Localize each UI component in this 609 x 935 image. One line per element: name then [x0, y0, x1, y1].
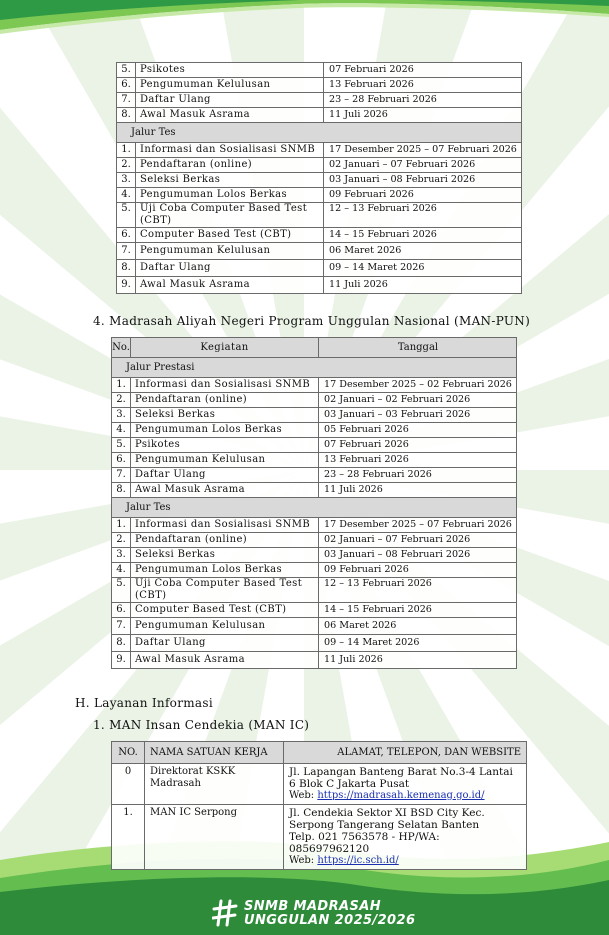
row-no: 5.: [117, 203, 136, 228]
table-row: [112, 563, 517, 578]
row-alamat: [284, 764, 527, 805]
table-row: [112, 635, 517, 652]
row-no: 3.: [112, 408, 131, 423]
row-no: 5.: [112, 438, 131, 453]
row-tanggal: 23 – 28 Februari 2026: [319, 468, 517, 483]
snmb-logo-icon: [212, 899, 238, 927]
table-row: [112, 578, 517, 603]
website-line: [289, 790, 521, 802]
row-kegiatan: Seleksi Berkas: [131, 548, 319, 563]
row-tanggal: 17 Desember 2025 – 07 Februari 2026: [324, 143, 522, 158]
row-no: 7.: [112, 468, 131, 483]
table-row: [112, 652, 517, 669]
phone-text: Telp. 021 7563578 - HP/WA: 085697962120: [289, 831, 440, 855]
row-kegiatan: Awal Masuk Asrama: [136, 277, 324, 294]
row-tanggal: 12 – 13 Februari 2026: [324, 203, 522, 228]
row-kegiatan: Pengumuman Kelulusan: [136, 243, 324, 260]
table-row: [117, 173, 522, 188]
row-no: 6.: [117, 78, 136, 93]
row-tanggal: 23 – 28 Februari 2026: [324, 93, 522, 108]
row-no: 6.: [117, 228, 136, 243]
schedule-table-man-pun: [111, 337, 517, 669]
table-row: [112, 453, 517, 468]
row-tanggal: 09 – 14 Maret 2026: [319, 635, 517, 652]
service-info-table: [111, 741, 527, 870]
table-row: [112, 378, 517, 393]
row-kegiatan: Daftar Ulang: [136, 93, 324, 108]
row-tanggal: 11 Juli 2026: [319, 483, 517, 498]
group-label: Jalur Tes: [117, 123, 522, 143]
footer-title-line2: UNGGULAN 2025/2026: [244, 913, 416, 928]
row-no: 2.: [112, 393, 131, 408]
row-kegiatan: Pengumuman Lolos Berkas: [131, 563, 319, 578]
group-label: Jalur Prestasi: [112, 358, 517, 378]
row-kegiatan: Daftar Ulang: [131, 635, 319, 652]
table-row: [117, 108, 522, 123]
row-no: 1.: [117, 143, 136, 158]
row-no: 1.: [112, 378, 131, 393]
row-tanggal: 11 Juli 2026: [324, 108, 522, 123]
footer-logo: [212, 896, 416, 932]
table-row: [112, 618, 517, 635]
address-text: Jl. Cendekia Sektor XI BSD City Kec. Serpong Tangerang Selatan Banten: [289, 807, 485, 831]
row-no: 7.: [112, 618, 131, 635]
table-row: [117, 93, 522, 108]
section-h-heading: H. Layanan Informasi: [75, 696, 213, 710]
row-tanggal: 02 Januari – 07 Februari 2026: [324, 158, 522, 173]
web-label: Web:: [289, 790, 315, 801]
table-row: [117, 277, 522, 294]
row-no: 9.: [112, 652, 131, 669]
table-row: [112, 805, 527, 870]
website-line: [289, 855, 521, 867]
row-kegiatan: Pendaftaran (online): [131, 393, 319, 408]
row-kegiatan: Daftar Ulang: [131, 468, 319, 483]
row-kegiatan: Awal Masuk Asrama: [131, 483, 319, 498]
col-kegiatan-header: Kegiatan: [131, 338, 319, 358]
row-kegiatan: Daftar Ulang: [136, 260, 324, 277]
row-kegiatan: Uji Coba Computer Based Test (CBT): [136, 203, 324, 228]
table-row: [112, 518, 517, 533]
footer-title-line1: SNMB MADRASAH: [244, 899, 381, 914]
row-tanggal: 03 Januari – 08 Februari 2026: [319, 548, 517, 563]
row-tanggal: 03 Januari – 08 Februari 2026: [324, 173, 522, 188]
row-tanggal: 07 Februari 2026: [324, 63, 522, 78]
row-tanggal: 05 Februari 2026: [319, 423, 517, 438]
table-row: [112, 423, 517, 438]
row-no: 5.: [112, 578, 131, 603]
row-kegiatan: Pengumuman Kelulusan: [131, 618, 319, 635]
row-no: 8.: [112, 483, 131, 498]
col-no-header: No.: [112, 338, 131, 358]
group-jalur-tes: [112, 498, 517, 518]
row-no: 1.: [112, 805, 145, 870]
table-row: [112, 468, 517, 483]
row-no: 4.: [117, 188, 136, 203]
row-no: 6.: [112, 603, 131, 618]
row-no: 9.: [117, 277, 136, 294]
row-kegiatan: Pengumuman Lolos Berkas: [136, 188, 324, 203]
row-no: 1.: [112, 518, 131, 533]
row-no: 5.: [117, 63, 136, 78]
row-nama: MAN IC Serpong: [145, 805, 284, 870]
table-row: [112, 393, 517, 408]
row-no: 7.: [117, 93, 136, 108]
table-row: [112, 408, 517, 423]
row-tanggal: 09 Februari 2026: [319, 563, 517, 578]
col-nama-header: NAMA SATUAN KERJA: [145, 742, 284, 764]
row-no: 8.: [117, 260, 136, 277]
row-tanggal: 13 Februari 2026: [319, 453, 517, 468]
row-alamat: [284, 805, 527, 870]
row-kegiatan: Informasi dan Sosialisasi SNMB: [136, 143, 324, 158]
row-tanggal: 12 – 13 Februari 2026: [319, 578, 517, 603]
table-row: [112, 603, 517, 618]
row-no: 3.: [112, 548, 131, 563]
row-no: 4.: [112, 563, 131, 578]
row-kegiatan: Computer Based Test (CBT): [131, 603, 319, 618]
row-kegiatan: Pengumuman Kelulusan: [136, 78, 324, 93]
section-4-heading: 4. Madrasah Aliyah Negeri Program Unggulan Nasional (MAN-PUN): [93, 314, 531, 328]
row-kegiatan: Pendaftaran (online): [136, 158, 324, 173]
row-no: 3.: [117, 173, 136, 188]
row-no: 8.: [112, 635, 131, 652]
row-tanggal: 07 Februari 2026: [319, 438, 517, 453]
web-label: Web:: [289, 855, 315, 866]
row-tanggal: 17 Desember 2025 – 07 Februari 2026: [319, 518, 517, 533]
group-label: Jalur Tes: [112, 498, 517, 518]
table-row: [117, 143, 522, 158]
row-kegiatan: Seleksi Berkas: [136, 173, 324, 188]
table-row: [117, 260, 522, 277]
col-alamat-header: ALAMAT, TELEPON, DAN WEBSITE: [284, 742, 527, 764]
row-kegiatan: Awal Masuk Asrama: [136, 108, 324, 123]
row-no: 6.: [112, 453, 131, 468]
col-tanggal-header: Tanggal: [319, 338, 517, 358]
row-tanggal: 11 Juli 2026: [319, 652, 517, 669]
table-row: [117, 228, 522, 243]
table-header: [112, 338, 517, 358]
table-row: [117, 203, 522, 228]
table-row: [117, 188, 522, 203]
col-no-header: NO.: [112, 742, 145, 764]
section-h1-subheading: 1. MAN Insan Cendekia (MAN IC): [93, 718, 310, 732]
row-nama: Direktorat KSKK Madrasah: [145, 764, 284, 805]
row-tanggal: 02 Januari – 02 Februari 2026: [319, 393, 517, 408]
row-tanggal: 09 Februari 2026: [324, 188, 522, 203]
table-row: [117, 78, 522, 93]
row-no: 4.: [112, 423, 131, 438]
row-kegiatan: Psikotes: [131, 438, 319, 453]
row-tanggal: 06 Maret 2026: [324, 243, 522, 260]
table-row: [112, 764, 527, 805]
service-table-header: [112, 742, 527, 764]
row-no: 2.: [117, 158, 136, 173]
row-tanggal: 11 Juli 2026: [324, 277, 522, 294]
website-link[interactable]: https://ic.sch.id/: [317, 855, 399, 866]
row-kegiatan: Psikotes: [136, 63, 324, 78]
table-row: [117, 243, 522, 260]
row-kegiatan: Pengumuman Lolos Berkas: [131, 423, 319, 438]
row-kegiatan: Pengumuman Kelulusan: [131, 453, 319, 468]
row-tanggal: 14 – 15 Februari 2026: [319, 603, 517, 618]
group-jalur-tes: [117, 123, 522, 143]
schedule-table-continued: [116, 62, 522, 294]
row-kegiatan: Informasi dan Sosialisasi SNMB: [131, 378, 319, 393]
row-tanggal: 03 Januari – 03 Februari 2026: [319, 408, 517, 423]
table-row: [117, 158, 522, 173]
row-no: 7.: [117, 243, 136, 260]
row-kegiatan: Uji Coba Computer Based Test (CBT): [131, 578, 319, 603]
group-jalur-prestasi: [112, 358, 517, 378]
row-no: 8.: [117, 108, 136, 123]
row-kegiatan: Informasi dan Sosialisasi SNMB: [131, 518, 319, 533]
website-link[interactable]: https://madrasah.kemenag.go.id/: [317, 790, 485, 801]
row-kegiatan: Seleksi Berkas: [131, 408, 319, 423]
row-tanggal: 13 Februari 2026: [324, 78, 522, 93]
row-kegiatan: Computer Based Test (CBT): [136, 228, 324, 243]
row-tanggal: 06 Maret 2026: [319, 618, 517, 635]
table-row: [112, 438, 517, 453]
table-row: [117, 63, 522, 78]
row-no: 0: [112, 764, 145, 805]
row-kegiatan: Pendaftaran (online): [131, 533, 319, 548]
row-kegiatan: Awal Masuk Asrama: [131, 652, 319, 669]
address-text: Jl. Lapangan Banteng Barat No.3-4 Lantai 6 Blok C Jakarta Pusat: [289, 766, 513, 790]
row-tanggal: 02 Januari – 07 Februari 2026: [319, 533, 517, 548]
row-tanggal: 09 – 14 Maret 2026: [324, 260, 522, 277]
row-tanggal: 14 – 15 Februari 2026: [324, 228, 522, 243]
table-row: [112, 533, 517, 548]
table-row: [112, 548, 517, 563]
table-row: [112, 483, 517, 498]
row-no: 2.: [112, 533, 131, 548]
row-tanggal: 17 Desember 2025 – 02 Februari 2026: [319, 378, 517, 393]
